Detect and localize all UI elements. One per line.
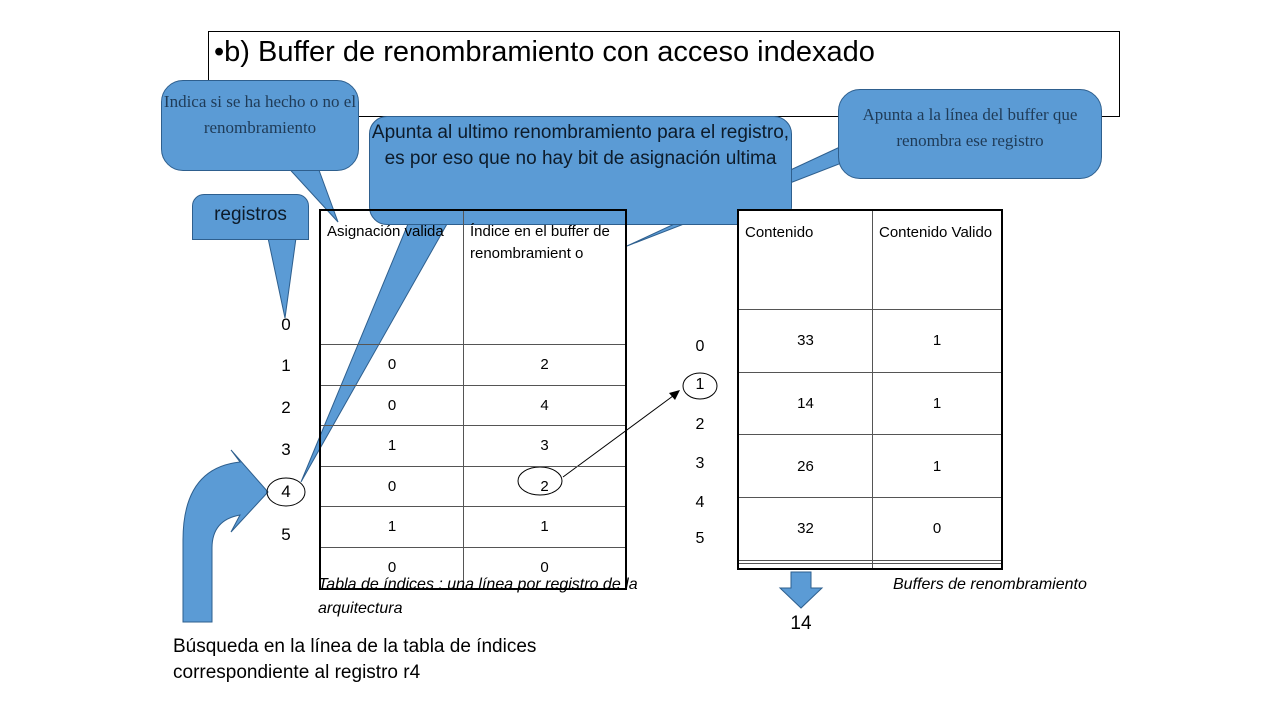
search-caption: Búsqueda en la línea de la tabla de índices correspondiente al registro r4 xyxy=(173,636,537,683)
table-row xyxy=(738,372,1002,435)
content-valid-cell: 1 xyxy=(873,435,1003,498)
content-valid-cell: 1 xyxy=(873,310,1003,373)
index-table-caption: Tabla de índices : una línea por registro de la arquitectura xyxy=(318,576,638,617)
header-contenido: Contenido xyxy=(738,210,873,310)
valid-cell: 0 xyxy=(320,345,464,386)
table-row xyxy=(320,466,626,507)
content-cell: 33 xyxy=(738,310,873,373)
output-value: 14 xyxy=(790,613,812,634)
register-0: 0 xyxy=(281,315,291,334)
table-row xyxy=(320,507,626,548)
buffer-table-header-row xyxy=(738,210,1002,310)
buffer-table-caption: Buffers de renombramiento xyxy=(893,576,1087,593)
register-2: 2 xyxy=(281,398,291,417)
header-indice-buffer: Índice en el buffer de renombramient o xyxy=(464,210,627,345)
table-row xyxy=(320,385,626,426)
content-valid-cell: 0 xyxy=(873,498,1003,561)
index-cell: 0 xyxy=(464,547,627,589)
content-cell: 32 xyxy=(738,498,873,561)
buffer-line-5: 5 xyxy=(695,530,705,547)
index-cell: 2 xyxy=(464,466,627,507)
buffer-line-2: 2 xyxy=(695,416,705,433)
content-cell xyxy=(738,564,873,569)
index-cell: 3 xyxy=(464,426,627,467)
content-valid-cell: 1 xyxy=(873,372,1003,435)
valid-cell: 0 xyxy=(320,385,464,426)
buffer-table xyxy=(737,209,1003,570)
buffer-line-1: 1 xyxy=(695,376,705,393)
table-row xyxy=(320,426,626,467)
table-row xyxy=(738,564,1002,569)
content-valid-cell xyxy=(873,564,1003,569)
valid-cell: 0 xyxy=(320,466,464,507)
content-cell: 14 xyxy=(738,372,873,435)
header-contenido-valido: Contenido Valido xyxy=(873,210,1003,310)
index-table-header-row xyxy=(320,210,626,345)
slide-title: •b) Buffer de renombramiento con acceso indexado xyxy=(214,36,875,68)
table-row xyxy=(738,310,1002,373)
index-cell: 1 xyxy=(464,507,627,548)
register-3: 3 xyxy=(281,440,291,459)
table-row xyxy=(738,435,1002,498)
table-row xyxy=(320,345,626,386)
valid-cell: 1 xyxy=(320,507,464,548)
curved-up-arrow-icon xyxy=(183,450,268,622)
callout-apunta-ultimo: Apunta al ultimo renombramiento para el registro, es por eso que no hay bit de asignación ultima xyxy=(369,116,792,225)
register-4: 4 xyxy=(281,482,291,501)
header-asignacion-valida: Asignación valida xyxy=(320,210,464,345)
valid-cell: 0 xyxy=(320,547,464,589)
buffer-line-3: 3 xyxy=(695,455,705,472)
arrowhead-icon xyxy=(669,390,680,400)
callout-registros: registros xyxy=(192,194,309,240)
table-row xyxy=(738,498,1002,561)
buffer-line-4: 4 xyxy=(695,494,705,511)
registros-callout-tail xyxy=(268,238,296,318)
register-5: 5 xyxy=(281,525,291,544)
register-1: 1 xyxy=(281,356,291,375)
index-cell: 4 xyxy=(464,385,627,426)
content-cell: 26 xyxy=(738,435,873,498)
index-cell: 2 xyxy=(464,345,627,386)
callout-apunta-linea: Apunta a la línea del buffer que renombra ese registro xyxy=(838,89,1102,179)
down-arrow-icon xyxy=(780,572,822,608)
buffer-line-0: 0 xyxy=(695,338,705,355)
valid-cell: 1 xyxy=(320,426,464,467)
callout-indica: Indica si se ha hecho o no el renombramiento xyxy=(161,80,359,171)
index-table xyxy=(319,209,627,590)
